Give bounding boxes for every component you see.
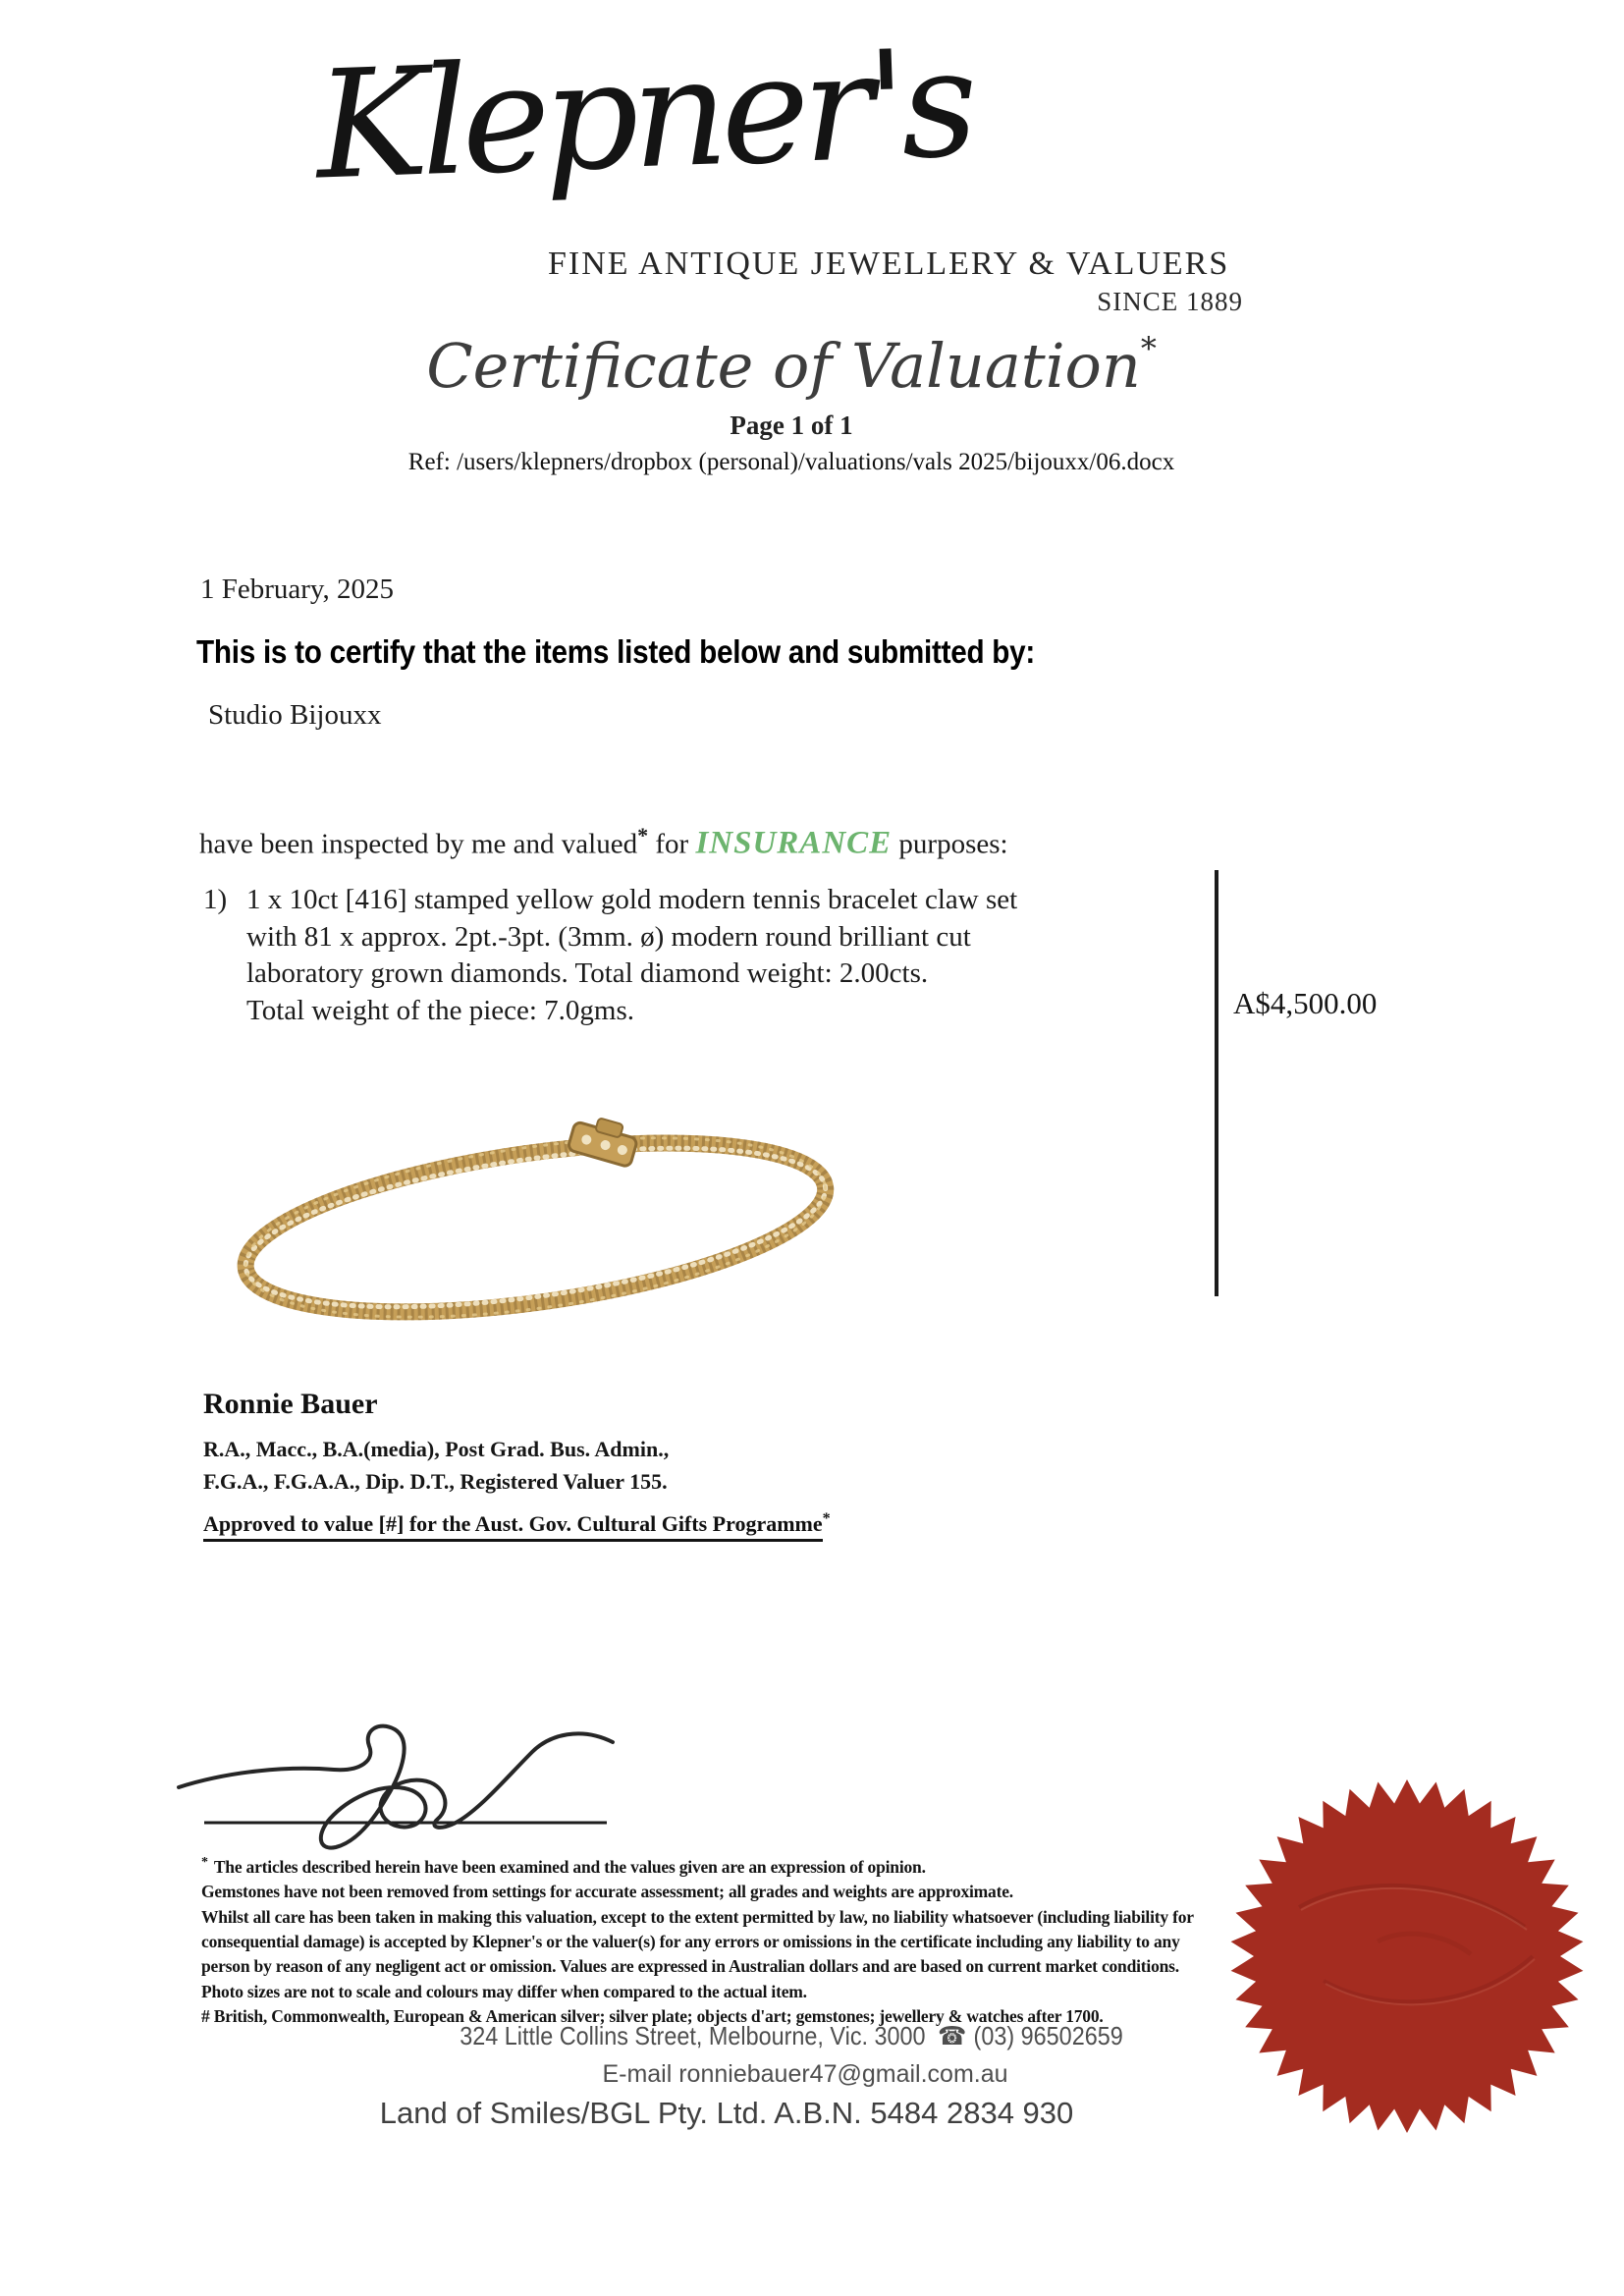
item-number: 1): [203, 884, 228, 915]
item-description: [246, 882, 1195, 1029]
valuer-credentials: [203, 1433, 669, 1498]
disclaimer-asterisk: *: [201, 1855, 208, 1870]
ref-line: Ref: /users/klepners/dropbox (personal)/valuations/vals 2025/bijouxx/06.docx: [407, 449, 1175, 475]
inspected-after: purposes:: [892, 828, 1008, 860]
notary-seal: [1230, 1779, 1584, 2133]
certificate-title-text: Certificate of Valuation: [426, 330, 1141, 402]
brand-tagline: FINE ANTIQUE JEWELLERY & VALUERS: [548, 246, 1230, 282]
disclaimer-line: [201, 1850, 1389, 1880]
inspected-before: have been inspected by me and valued: [199, 828, 638, 860]
item-line: 1 x 10ct [416] stamped yellow gold modern tennis bracelet claw set: [246, 884, 1018, 915]
disclaimer-block: [201, 1850, 1389, 2030]
item-line: with 81 x approx. 2pt.-3pt. (3mm. ø) modern round brilliant cut: [246, 920, 971, 953]
footer-email: E-mail ronniebauer47@gmail.com.au: [602, 2060, 1008, 2088]
approval-asterisk: *: [822, 1510, 831, 1527]
signature-scrawl: [179, 1726, 613, 1848]
bracelet-photo: [201, 1092, 869, 1347]
inspected-middle: for: [648, 828, 696, 860]
valuer-credentials-line: R.A., Macc., B.A.(media), Post Grad. Bus. Admin.,: [203, 1437, 670, 1461]
bracelet-clasp: [568, 1112, 640, 1168]
value-divider-rule: [1215, 870, 1218, 1296]
footer-phone: (03) 96502659: [973, 2021, 1123, 2050]
disclaimer-line: Whilst all care has been taken in making this valuation, except to the extent permitted by law, no liability whatsoever (including liability for: [201, 1906, 1194, 1927]
brand-logo: Klepner's: [313, 16, 974, 213]
footer-company: Land of Smiles/BGL Pty. Ltd. A.B.N. 5484 2834 930: [379, 2096, 1074, 2130]
disclaimer-line: Gemstones have not been removed from settings for accurate assessment; all grades and weights are approximate.: [201, 1882, 1013, 1902]
valuer-name: Ronnie Bauer: [203, 1388, 378, 1420]
valuation-date: 1 February, 2025: [200, 574, 395, 605]
phone-icon: ☎: [938, 2021, 967, 2050]
approval-text: Approved to value [#] for the Aust. Gov. Cultural Gifts Programme: [203, 1511, 823, 1542]
item-line: Total weight of the piece: 7.0gms.: [246, 994, 635, 1026]
disclaimer-line: Photo sizes are not to scale and colours may differ when compared to the actual item.: [201, 1981, 807, 2001]
footer-address-text: 324 Little Collins Street, Melbourne, Vic. 3000: [460, 2021, 926, 2050]
valuer-credentials-line: F.G.A., F.G.A.A., Dip. D.T., Registered Valuer 155.: [203, 1469, 668, 1494]
certify-heading: This is to certify that the items listed below and submitted by:: [196, 633, 1036, 670]
inspected-line: [199, 823, 1008, 862]
approval-line: [203, 1510, 831, 1537]
page-number: Page 1 of 1: [730, 410, 853, 440]
item-value: A$4,500.00: [1233, 986, 1378, 1020]
item-row: [203, 882, 1195, 1029]
title-asterisk: *: [1140, 330, 1157, 367]
certificate-title: [0, 330, 1583, 402]
disclaimer-line: # British, Commonwealth, European & American silver; silver plate; objects d'art; gemstones; jewellery & watches after 1700.: [201, 2006, 1104, 2027]
disclaimer-text: The articles described herein have been examined and the values given are an expression of opinion.: [213, 1856, 926, 1877]
disclaimer-line: consequential damage) is accepted by Klepner's or the valuer(s) for any errors or omissions in the certificate including any liability to any: [201, 1932, 1180, 1952]
brand-since: SINCE 1889: [1097, 287, 1243, 316]
disclaimer-line: person by reason of any negligent act or omission. Values are expressed in Australian dollars and are based on current market conditions.: [201, 1956, 1179, 1977]
signature: [169, 1717, 630, 1864]
inspected-asterisk: *: [637, 823, 649, 847]
item-line: laboratory grown diamonds. Total diamond weight: 2.00cts.: [246, 957, 929, 989]
submitted-by: Studio Bijouxx: [208, 699, 382, 731]
insurance-highlight: INSURANCE: [695, 825, 893, 861]
